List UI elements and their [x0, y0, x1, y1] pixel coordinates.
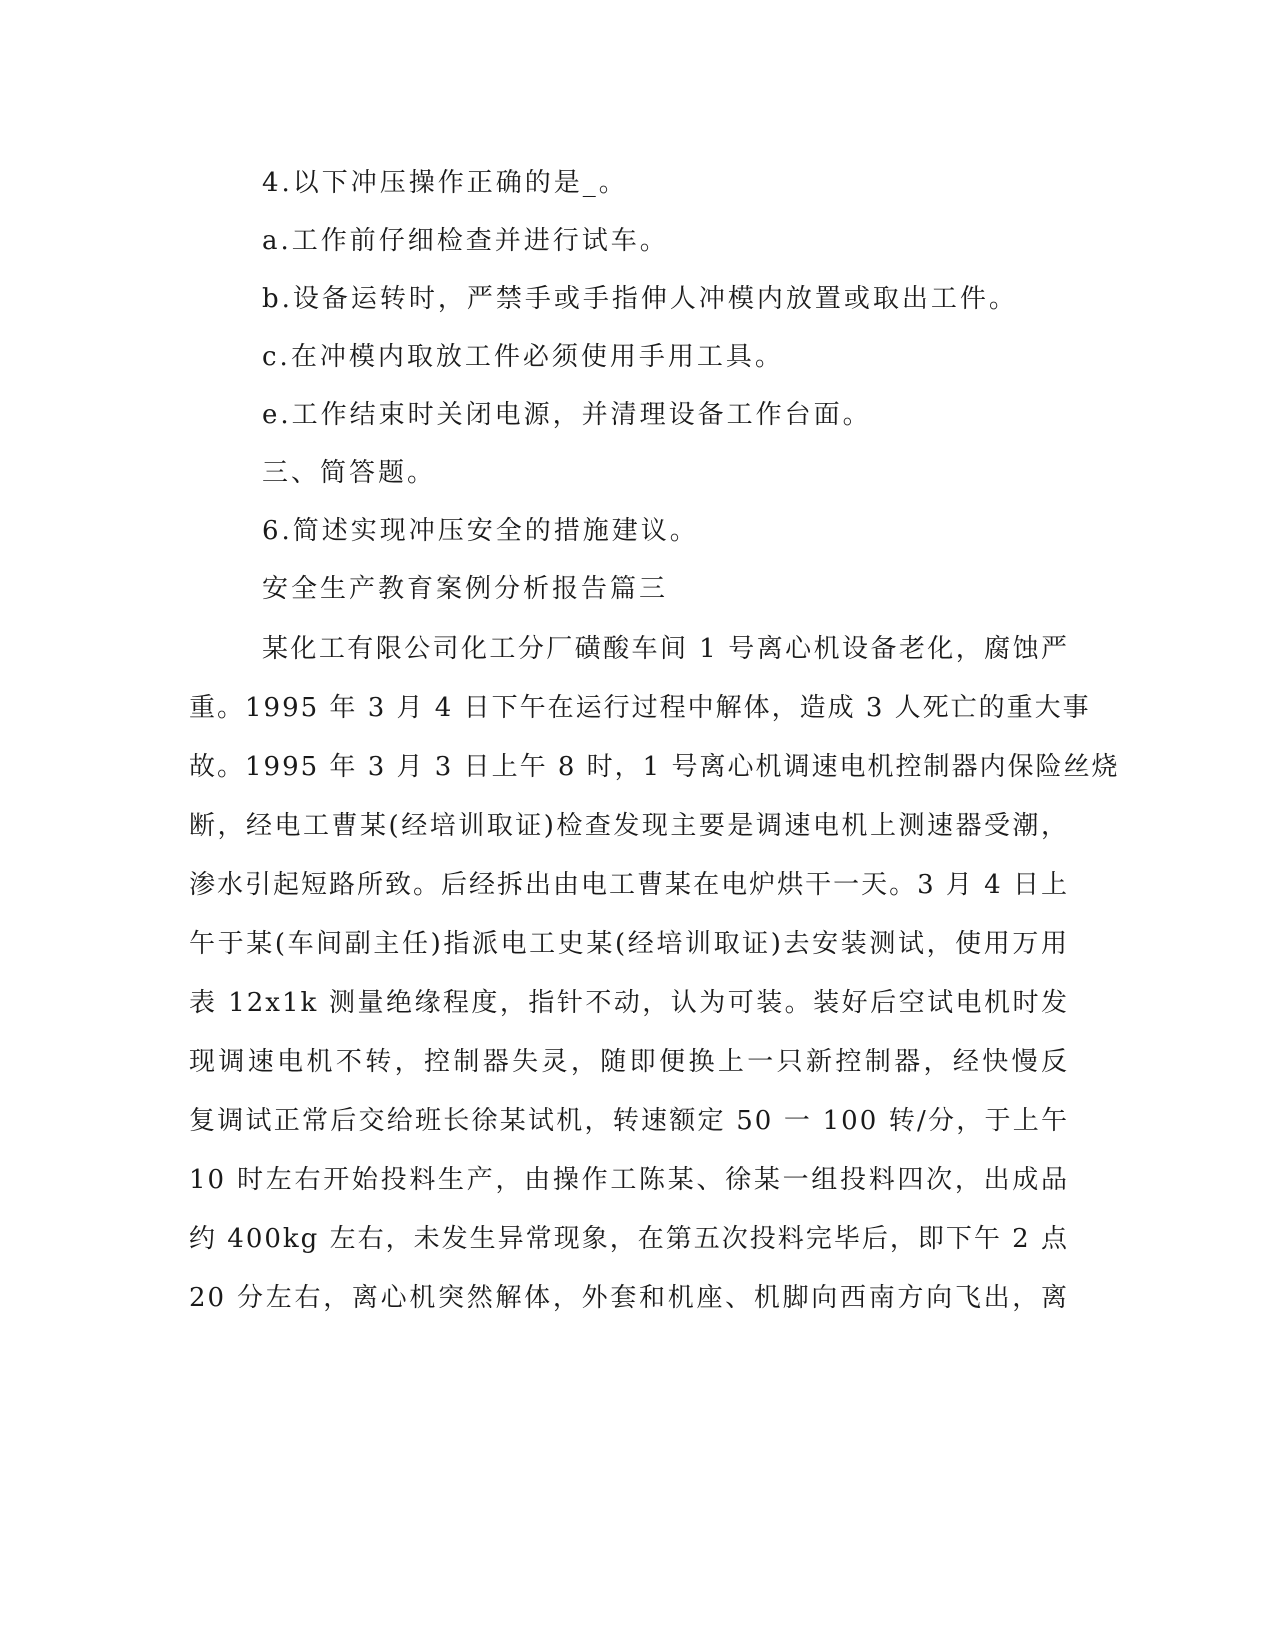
paragraph-line: 午于某(车间副主任)指派电工史某(经培训取证)去安装测试，使用万用 — [189, 929, 1069, 959]
paragraph-line: 重。1995 年 3 月 4 日下午在运行过程中解体，造成 3 人死亡的重大事 — [189, 693, 1091, 723]
paragraph-line: 断，经电工曹某(经培训取证)检查发现主要是调速电机上测速器受潮， — [189, 811, 1069, 841]
paragraph-line: 10 时左右开始投料生产，由操作工陈某、徐某一组投料四次，出成品 — [189, 1165, 1069, 1195]
paragraph-line: 渗水引起短路所致。后经拆出由电工曹某在电炉烘干一天。3 月 4 日上 — [189, 870, 1069, 900]
paragraph-line: 复调试正常后交给班长徐某试机，转速额定 50 一 100 转/分，于上午 — [189, 1106, 1069, 1136]
paragraph-line: 现调速电机不转，控制器失灵，随即便换上一只新控制器，经快慢反 — [189, 1047, 1069, 1077]
question-4: 4.以下冲压操作正确的是_。 — [262, 168, 628, 198]
paragraph-line: 故。1995 年 3 月 3 日上午 8 时，1 号离心机调速电机控制器内保险丝烧 — [189, 752, 1120, 782]
article-title: 安全生产教育案例分析报告篇三 — [262, 574, 669, 604]
option-b: b.设备运转时，严禁手或手指伸人冲模内放置或取出工件。 — [262, 284, 1018, 314]
paragraph-line: 表 12x1k 测量绝缘程度，指针不动，认为可装。装好后空试电机时发 — [189, 988, 1069, 1018]
option-e: e.工作结束时关闭电源，并清理设备工作台面。 — [262, 400, 872, 430]
paragraph-line: 约 400kg 左右，未发生异常现象，在第五次投料完毕后，即下午 2 点 — [189, 1224, 1069, 1254]
paragraph-line: 20 分左右，离心机突然解体，外套和机座、机脚向西南方向飞出，离 — [189, 1283, 1069, 1313]
question-6: 6.简述实现冲压安全的措施建议。 — [262, 516, 699, 546]
section-heading: 三、简答题。 — [262, 458, 437, 488]
option-c: c.在冲模内取放工件必须使用手用工具。 — [262, 342, 784, 372]
option-a: a.工作前仔细检查并进行试车。 — [262, 226, 669, 256]
paragraph-line: 某化工有限公司化工分厂磺酸车间 1 号离心机设备老化，腐蚀严 — [262, 634, 1069, 664]
